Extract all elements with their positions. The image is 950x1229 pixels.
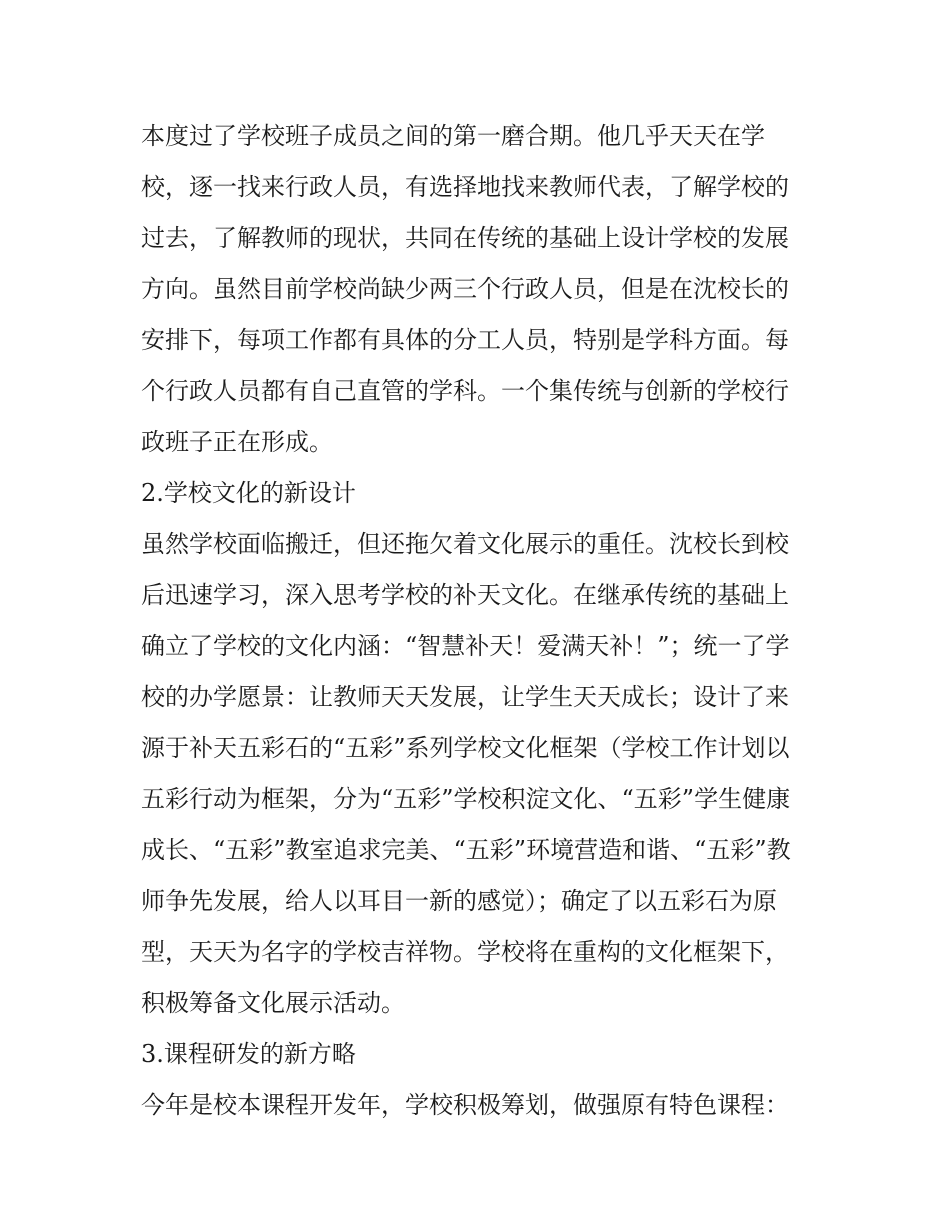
text-line: 校的办学愿景：让教师天天发展，让学生天天成长；设计了来 [141, 683, 789, 711]
text-line: 成长、“五彩”教室追求完美、“五彩”环境营造和谐、“五彩”教 [141, 836, 791, 864]
text-line: 方向。虽然目前学校尚缺少两三个行政人员，但是在沈校长的 [141, 275, 789, 303]
text-line: 虽然学校面临搬迁，但还拖欠着文化展示的重任。沈校长到校 [141, 530, 789, 558]
paragraph-admin-team [141, 111, 821, 468]
text-line: 确立了学校的文化内涵：“智慧补天！爱满天补！”；统一了学 [141, 632, 790, 660]
text-line: 后迅速学习，深入思考学校的补天文化。在继承传统的基础上 [141, 581, 789, 609]
paragraph-culture-design [141, 519, 821, 1029]
text-line: 源于补天五彩石的“五彩”系列学校文化框架（学校工作计划以 [141, 734, 790, 762]
text-line: 型，天天为名字的学校吉祥物。学校将在重构的文化框架下， [141, 938, 789, 966]
text-line: 五彩行动为框架，分为“五彩”学校积淀文化、“五彩”学生健康 [141, 785, 791, 813]
text-line: 个行政人员都有自己直管的学科。一个集传统与创新的学校行 [141, 377, 789, 405]
text-line: 政班子正在形成。 [141, 428, 333, 456]
section-heading-culture: 2.学校文化的新设计 [141, 479, 356, 507]
text-line: 本度过了学校班子成员之间的第一磨合期。他几乎天天在学 [141, 122, 765, 150]
text-line: 积极筹备文化展示活动。 [141, 989, 405, 1017]
document-body [141, 111, 821, 1131]
text-line: 校，逐一找来行政人员，有选择地找来教师代表，了解学校的 [141, 173, 789, 201]
text-line: 过去，了解教师的现状，共同在传统的基础上设计学校的发展 [141, 224, 789, 252]
text-line: 师争先发展，给人以耳目一新的感觉）；确定了以五彩石为原 [141, 887, 777, 915]
text-line: 今年是校本课程开发年，学校积极筹划，做强原有特色课程： [141, 1091, 789, 1119]
paragraph-curriculum [141, 1080, 821, 1131]
text-line: 安排下，每项工作都有具体的分工人员，特别是学科方面。每 [141, 326, 789, 354]
section-heading-curriculum: 3.课程研发的新方略 [141, 1040, 356, 1068]
